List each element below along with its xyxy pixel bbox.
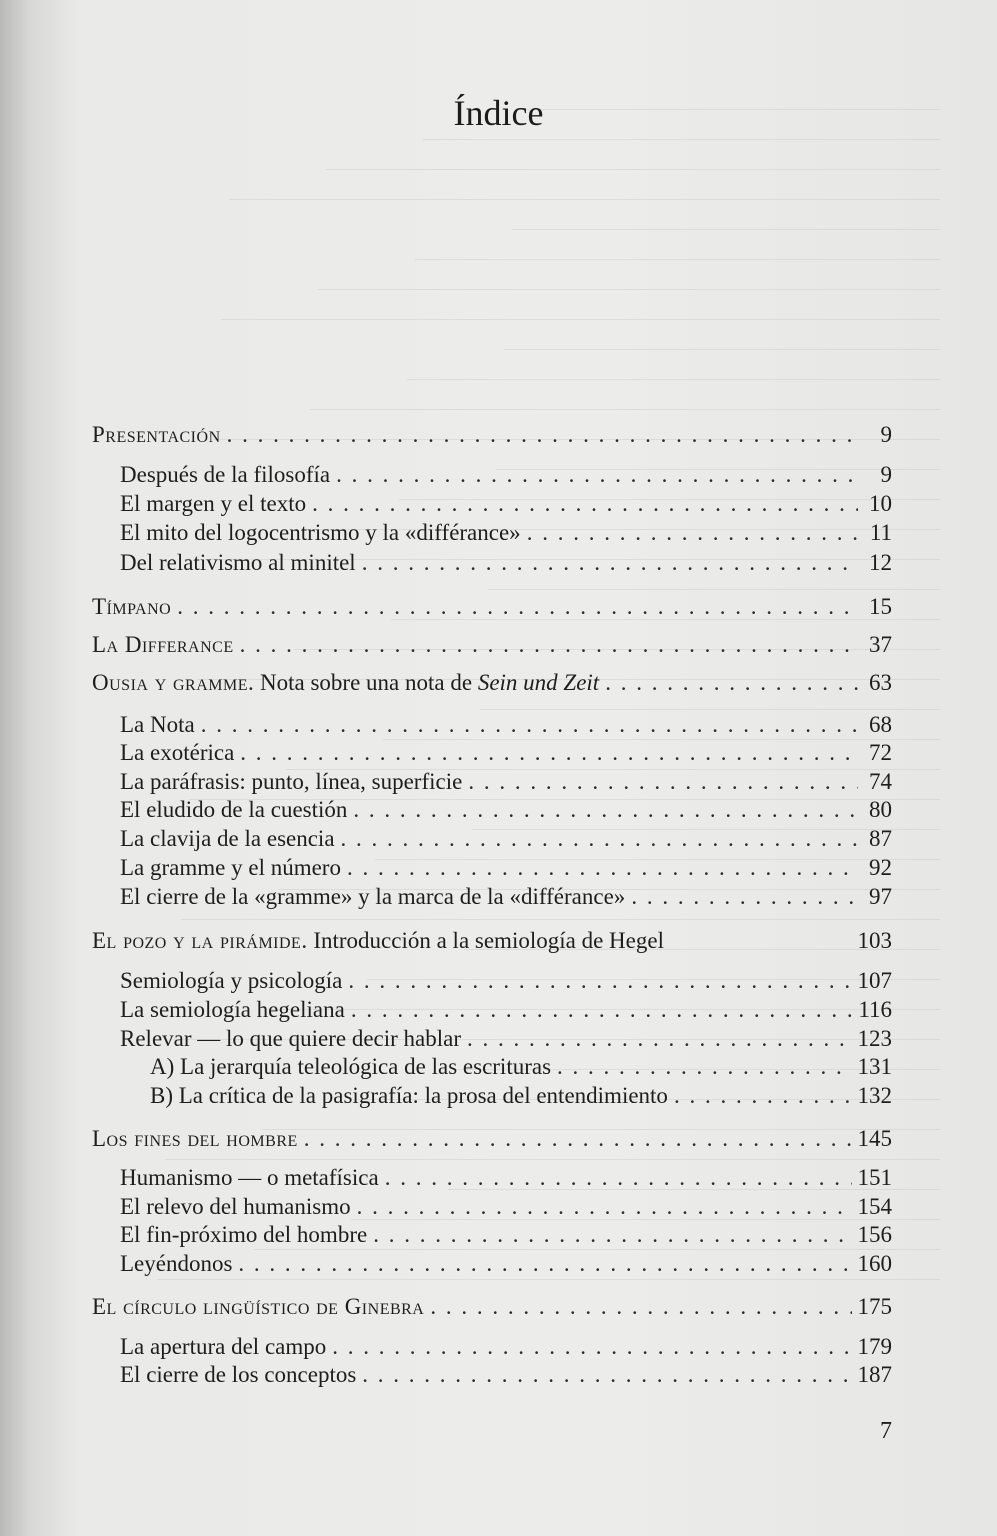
dot-leader: [527, 520, 858, 546]
toc-entry-page: 68: [869, 712, 892, 737]
toc-subsection-entry: [150, 1054, 892, 1084]
toc-subsection-entry: [120, 740, 892, 770]
toc-entry-page: 9: [880, 422, 892, 447]
page-number: 7: [880, 1418, 892, 1444]
toc-entry-title: La Nota: [120, 712, 195, 737]
bleed-line: [318, 260, 940, 290]
toc-entry-title: Semiología y psicología: [120, 968, 343, 993]
toc-entry-title: La clavija de la esencia: [120, 826, 335, 851]
toc-entry-title: El relevo del humanismo: [120, 1194, 351, 1219]
toc-entry-page: 87: [869, 826, 892, 851]
toc-entry-rest-part: Nota sobre una nota de: [254, 670, 478, 695]
toc-subsection-entry: [120, 997, 892, 1027]
toc-subsection-entry: [120, 520, 892, 550]
toc-entry-title: Del relativismo al minitel: [120, 550, 356, 575]
toc-entry-title: La apertura del campo: [120, 1334, 327, 1359]
toc-entry-page: 12: [869, 550, 892, 575]
dot-leader: [362, 1362, 851, 1388]
toc-entry-page: 11: [869, 520, 892, 545]
toc-entry-page: 97: [869, 884, 892, 909]
toc-entry-page: 131: [857, 1054, 892, 1079]
dot-leader: [304, 1126, 852, 1152]
dot-leader: [312, 491, 858, 517]
toc-entry-page: 154: [857, 1194, 892, 1219]
toc-subsection-entry: [120, 1362, 892, 1392]
dot-leader: [385, 1165, 852, 1191]
toc-entry-caps-part: Ousia y gramme.: [92, 670, 255, 695]
toc-entry-page: 103: [857, 928, 892, 953]
toc-entry-page: 107: [857, 968, 892, 993]
dot-leader: [605, 670, 858, 696]
toc-entry-page: 72: [869, 740, 892, 765]
page-title: Índice: [453, 93, 544, 133]
toc-subsection-entry: [120, 1165, 892, 1195]
bleed-line: [407, 350, 940, 380]
toc-entry-title: El eludido de la cuestión: [120, 797, 348, 822]
toc-subsection-entry: [120, 1251, 892, 1281]
bleed-line: [229, 170, 940, 200]
toc-subsection-entry: [120, 968, 892, 998]
toc-section-entry: [92, 670, 892, 700]
toc-section-entry: [92, 632, 892, 662]
toc-subsection-entry: [120, 855, 892, 885]
toc-subsection-entry: [120, 1026, 892, 1056]
toc-entry-title: Tímpano: [92, 594, 172, 619]
toc-entry-page: 187: [857, 1362, 892, 1387]
toc-entry-title: El fin-próximo del hombre: [120, 1222, 368, 1247]
dot-leader: [240, 740, 858, 766]
dot-leader: [373, 1222, 851, 1248]
dot-leader: [467, 1026, 851, 1052]
dot-leader: [348, 968, 851, 994]
toc-entry-page: 116: [858, 997, 892, 1022]
dot-leader: [332, 1334, 851, 1360]
toc-entry-page: 160: [857, 1251, 892, 1276]
toc-section-entry: [92, 422, 892, 452]
dot-leader: [557, 1054, 851, 1080]
toc-entry-page: 9: [880, 462, 892, 487]
dot-leader: [201, 712, 858, 738]
dot-leader: [353, 797, 858, 823]
toc-entry-page: 132: [857, 1083, 892, 1108]
toc-entry-title: La Differance: [92, 632, 234, 657]
dot-leader: [347, 855, 858, 881]
toc-entry-italic-part: Sein und Zeit: [477, 670, 600, 695]
bleed-line: [221, 290, 940, 320]
toc-entry-title: La paráfrasis: punto, línea, superficie: [120, 769, 463, 794]
toc-entry-rest-part: Introducción a la semiología de Hegel: [307, 928, 664, 953]
bleed-line: [512, 200, 940, 230]
dot-leader: [362, 550, 858, 576]
toc-entry-title: El margen y el texto: [120, 491, 307, 516]
toc-section-entry: [92, 1126, 892, 1156]
toc-entry-page: 74: [869, 769, 892, 794]
dot-leader: [336, 462, 858, 488]
dot-leader: [341, 826, 858, 852]
toc-subsection-entry: [120, 1334, 892, 1364]
toc-entry-title: B) La crítica de la pasigrafía: la prosa del entendimiento: [150, 1083, 668, 1108]
toc-entry-title: Humanismo — o metafísica: [120, 1165, 379, 1190]
toc-entry-title: [92, 928, 664, 954]
toc-subsection-entry: [120, 712, 892, 742]
toc-entry-title: [92, 670, 599, 696]
toc-subsection-entry: [120, 826, 892, 856]
toc-entry-page: 123: [857, 1026, 892, 1051]
bleed-line: [415, 230, 940, 260]
toc-entry-title: La gramme y el número: [120, 855, 341, 880]
toc-entry-caps-part: El pozo y la pirámide.: [92, 928, 308, 953]
dot-leader: [238, 1251, 851, 1277]
dot-leader: [468, 769, 858, 795]
toc-entry-page: 179: [857, 1334, 892, 1359]
toc-entry-page: 15: [869, 594, 892, 619]
bleed-line: [504, 320, 940, 350]
toc-section-entry: [92, 1294, 892, 1324]
toc-subsection-entry: [120, 491, 892, 521]
dot-leader: [240, 632, 858, 658]
toc-entry-title: La semiología hegeliana: [120, 997, 345, 1022]
toc-subsection-entry: [120, 884, 892, 914]
toc-subsection-entry: [120, 1194, 892, 1224]
toc-entry-page: 151: [857, 1165, 892, 1190]
toc-entry-page: 10: [869, 491, 892, 516]
toc-subsection-entry: [120, 769, 892, 799]
toc-entry-page: 156: [857, 1222, 892, 1247]
dot-leader: [631, 884, 858, 910]
dot-leader: [674, 1083, 852, 1109]
toc-entry-page: 63: [869, 670, 892, 695]
toc-entry-title: Los fines del hombre: [92, 1126, 298, 1151]
toc-subsection-entry: [120, 797, 892, 827]
bleed-line: [310, 380, 940, 410]
dot-leader: [351, 997, 853, 1023]
toc-entry-title: Leyéndonos: [120, 1251, 233, 1276]
toc-entry-title: Relevar — lo que quiere decir hablar: [120, 1026, 462, 1051]
bleed-line: [326, 140, 940, 170]
dot-leader: [177, 594, 858, 620]
dot-leader: [357, 1194, 852, 1220]
toc-entry-page: 175: [857, 1294, 892, 1319]
toc-entry-title: A) La jerarquía teleológica de las escrituras: [150, 1054, 552, 1079]
dot-leader: [430, 1294, 851, 1320]
toc-entry-title: La exotérica: [120, 740, 235, 765]
toc-entry-title: El cierre de la «gramme» y la marca de la «différance»: [120, 884, 626, 909]
toc-entry-page: 145: [857, 1126, 892, 1151]
dot-leader: [227, 422, 858, 448]
toc-section-entry: [92, 594, 892, 624]
toc-section-entry: [92, 928, 892, 958]
toc-entry-title: Presentación: [92, 422, 221, 447]
toc-entry-title: Después de la filosofía: [120, 462, 331, 487]
toc-entry-title: El mito del logocentrismo y la «différance»: [120, 520, 521, 545]
toc-entry-page: 80: [869, 797, 892, 822]
toc-entry-title: El círculo lingüístico de Ginebra: [92, 1294, 425, 1319]
toc-subsection-entry: [120, 462, 892, 492]
toc-subsection-entry: [120, 1222, 892, 1252]
toc-entry-page: 92: [869, 855, 892, 880]
toc-subsection-entry: [150, 1083, 892, 1113]
toc-entry-title: El cierre de los conceptos: [120, 1362, 357, 1387]
toc-subsection-entry: [120, 550, 892, 580]
toc-entry-page: 37: [869, 632, 892, 657]
